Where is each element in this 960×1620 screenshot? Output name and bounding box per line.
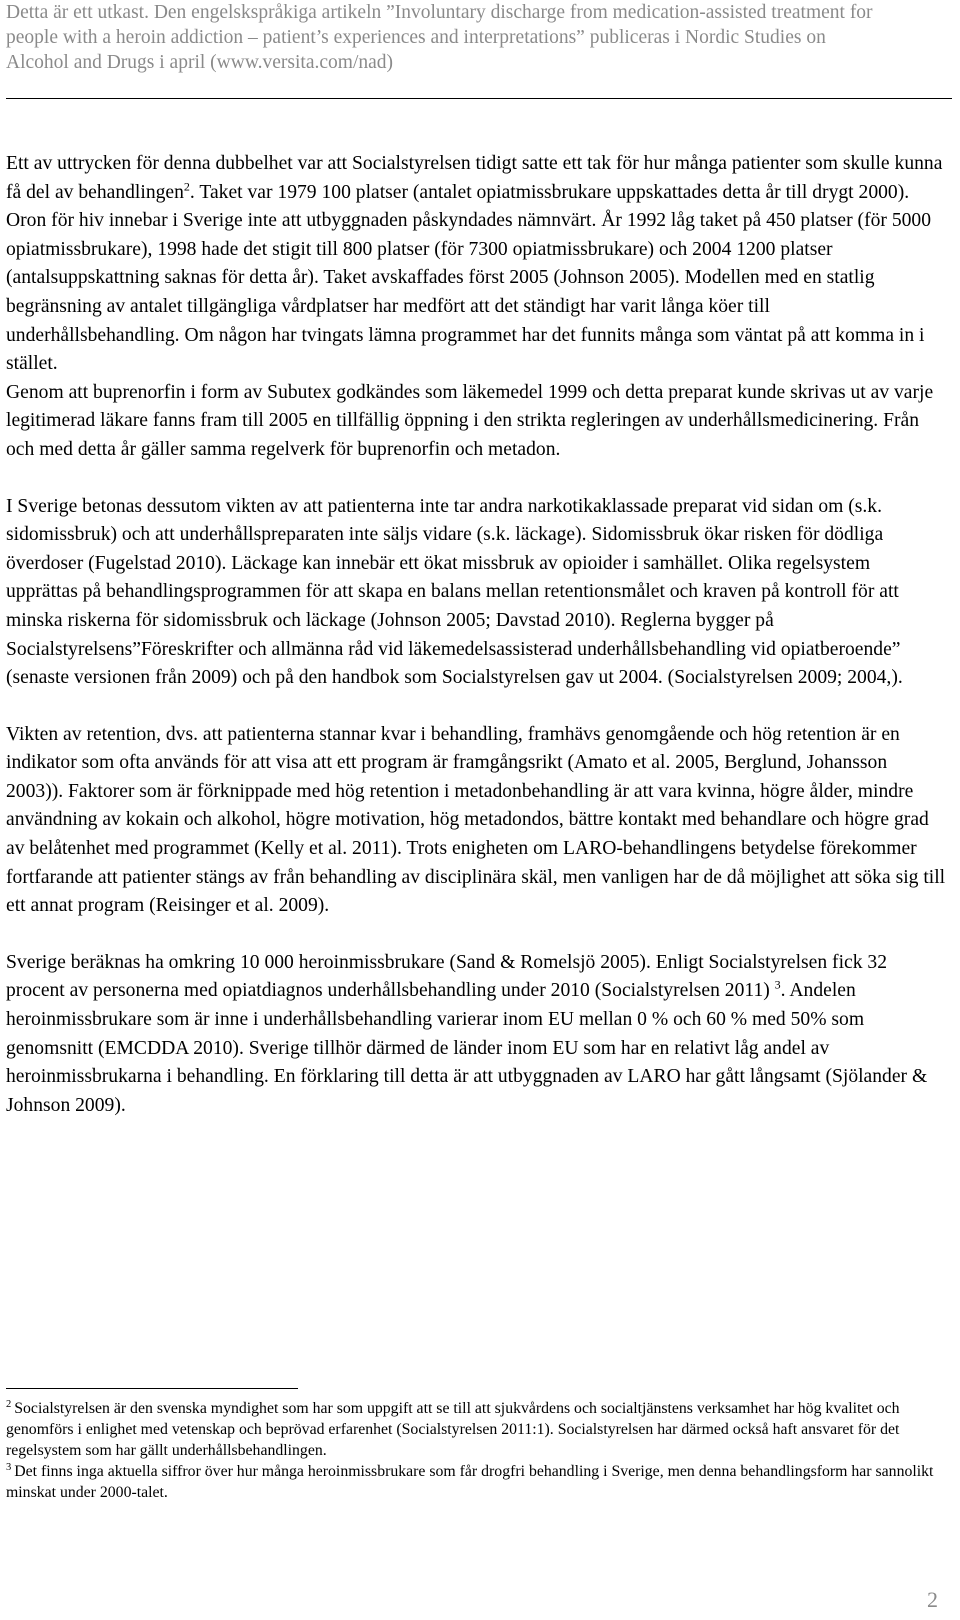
footnote-text: Socialstyrelsen är den svenska myndighet som har som uppgift att se till att sjukvårdens och socialtjänstens verksamhet har hög kvalitet och genomförs i enlighet med vetenskap och beprövad erfarenhet (Socialstyrelsen 2011:1). Socialstyrelsen har därmed också haft ansvaret för det regelsystem som har gällt underhållsbehandlingen. [6, 1400, 900, 1459]
paragraph-3: I Sverige betonas dessutom vikten av att patienterna inte tar andra narkotikaklassade preparat vid sidan om (s.k. sidomissbruk) och att underhållspreparaten inte säljs vidare (s.k. läckage). Sidomissbruk ökar risken för dödliga överdoser (Fugelstad 2010). Läckage kan innebär ett ökat missbruk av opioider i samhället. Olika regelsystem upprättas på behandlingsprogrammen för att skapa en balans mellan retentionsmålet och kraven på kontroll för att minska riskerna för sidomissbruk och läckage (Johnson 2005; Davstad 2010). Reglerna bygger på Socialstyrelsens”Föreskrifter och allmänna råd vid läkemedelsassisterad underhållsbehandling vid opiatberoende” (senaste versionen från 2009) och på den handbok som Socialstyrelsen gav ut 2004. (Socialstyrelsen 2009; 2004,). [6, 495, 903, 689]
header-line-2: people with a heroin addiction – patient’s experiences and interpretations” publiceras i Nordic Studies on [6, 27, 826, 48]
draft-notice-header [6, 0, 946, 75]
paragraph-4: Vikten av retention, dvs. att patienterna stannar kvar i behandling, framhävs genomgående och hög retention är en indikator som ofta används för att visa att ett program är framgångsrikt (Amato et al. 2005, Berglund, Johansson 2003)). Faktorer som är förknippade med hög retention i metadonbehandling är att vara kvinna, högre ålder, mindre användning av kokain och alkohol, högre motivation, hög metadondos, bättre kontakt med behandlare och högre grad av belåtenhet med programmet (Kelly et al. 2011). Trots enigheten om LARO-behandlingens betydelse förekommer fortfarande att patienter stängs av från behandling av disciplinära skäl, men vanligen har de då möjlighet att söka sig till ett annat program (Reisinger et al. 2009). [6, 723, 946, 917]
paragraph-2: Genom att buprenorfin i form av Subutex godkändes som läkemedel 1999 och detta preparat kunde skrivas ut av varje legitimerad läkare fanns fram till 2005 en tillfällig öppning i den strikta regleringen av underhållsmedicinering. Från och med detta år gäller samma regelverk för buprenorfin och metadon. [6, 381, 934, 460]
paragraph-spacer [6, 693, 946, 721]
paragraph-spacer [6, 921, 946, 949]
header-divider [6, 98, 952, 99]
paragraph-1 [6, 150, 946, 379]
paragraph-1-text-a: Ett av uttrycken för denna dubbelhet var att Socialstyrelsen tidigt satte ett tak för hur många patienter som skulle kunna få del av behandlingen [6, 153, 943, 203]
header-line-1: Detta är ett utkast. Den engelskspråkiga artikeln ”Involuntary discharge from medication-assisted treatment for [6, 2, 873, 23]
footnote-3 [6, 1461, 946, 1503]
footnote-marker: 2 [6, 1398, 12, 1410]
body-text [6, 150, 946, 1120]
header-line-3: Alcohol and Drugs i april (www.versita.com/nad) [6, 52, 394, 73]
page-number: 2 [927, 1587, 938, 1612]
footnote-ref-3: 3 [774, 977, 781, 992]
paragraph-5-text-b: . Andelen heroinmissbrukare som är inne i underhållsbehandling varierar inom EU mellan 0 % och 60 % med 50% som genomsnitt (EMCDDA 2010). Sverige tillhör därmed de länder inom EU som har en relativt låg andel av heroinmissbrukarna i behandling. En förklaring till detta är att utbyggnaden av LARO har gått långsamt (Sjölander & Johnson 2009). [6, 980, 928, 1116]
footnote-text: Det finns inga aktuella siffror över hur många heroinmissbrukare som får drogfri behandling i Sverige, men denna behandlingsform har sannolikt minskat under 2000-talet. [6, 1463, 934, 1501]
footnote-separator [6, 1388, 298, 1389]
paragraph-spacer [6, 465, 946, 493]
footnote-ref-2: 2 [183, 179, 190, 194]
paragraph-5-text-a: Sverige beräknas ha omkring 10 000 heroinmissbrukare (Sand & Romelsjö 2005). Enligt Socialstyrelsen fick 32 procent av personerna med opiatdiagnos underhållsbehandling under 2010 (Socialstyrelsen 2011) [6, 951, 888, 1002]
footnote-marker: 3 [6, 1461, 12, 1473]
footnote-2 [6, 1398, 946, 1461]
paragraph-5 [6, 949, 946, 1121]
paragraph-1-text-b: . Taket var 1979 100 platser (antalet opiatmissbrukare uppskattades detta år till drygt 2000). Oron för hiv innebar i Sverige inte att utbyggnaden påskyndades nämnvärt. År 1992 låg taket på 450 platser (för 5000 opiatmissbrukare), 1998 hade det stigit till 800 platser (för 7300 opiatmissbrukare) och 2004 1200 platser (antalsuppskattning saknas för detta år). Taket avskaffades först 2005 (Johnson 2005). Modellen med en statlig begränsning av antalet tillgängliga vårdplatser har medfört att det ständigt har varit långa köer till underhållsbehandling. Om någon har tvingats lämna programmet har det funnits många som väntat på att komma in i stället. [6, 181, 932, 375]
footnotes [6, 1398, 946, 1503]
